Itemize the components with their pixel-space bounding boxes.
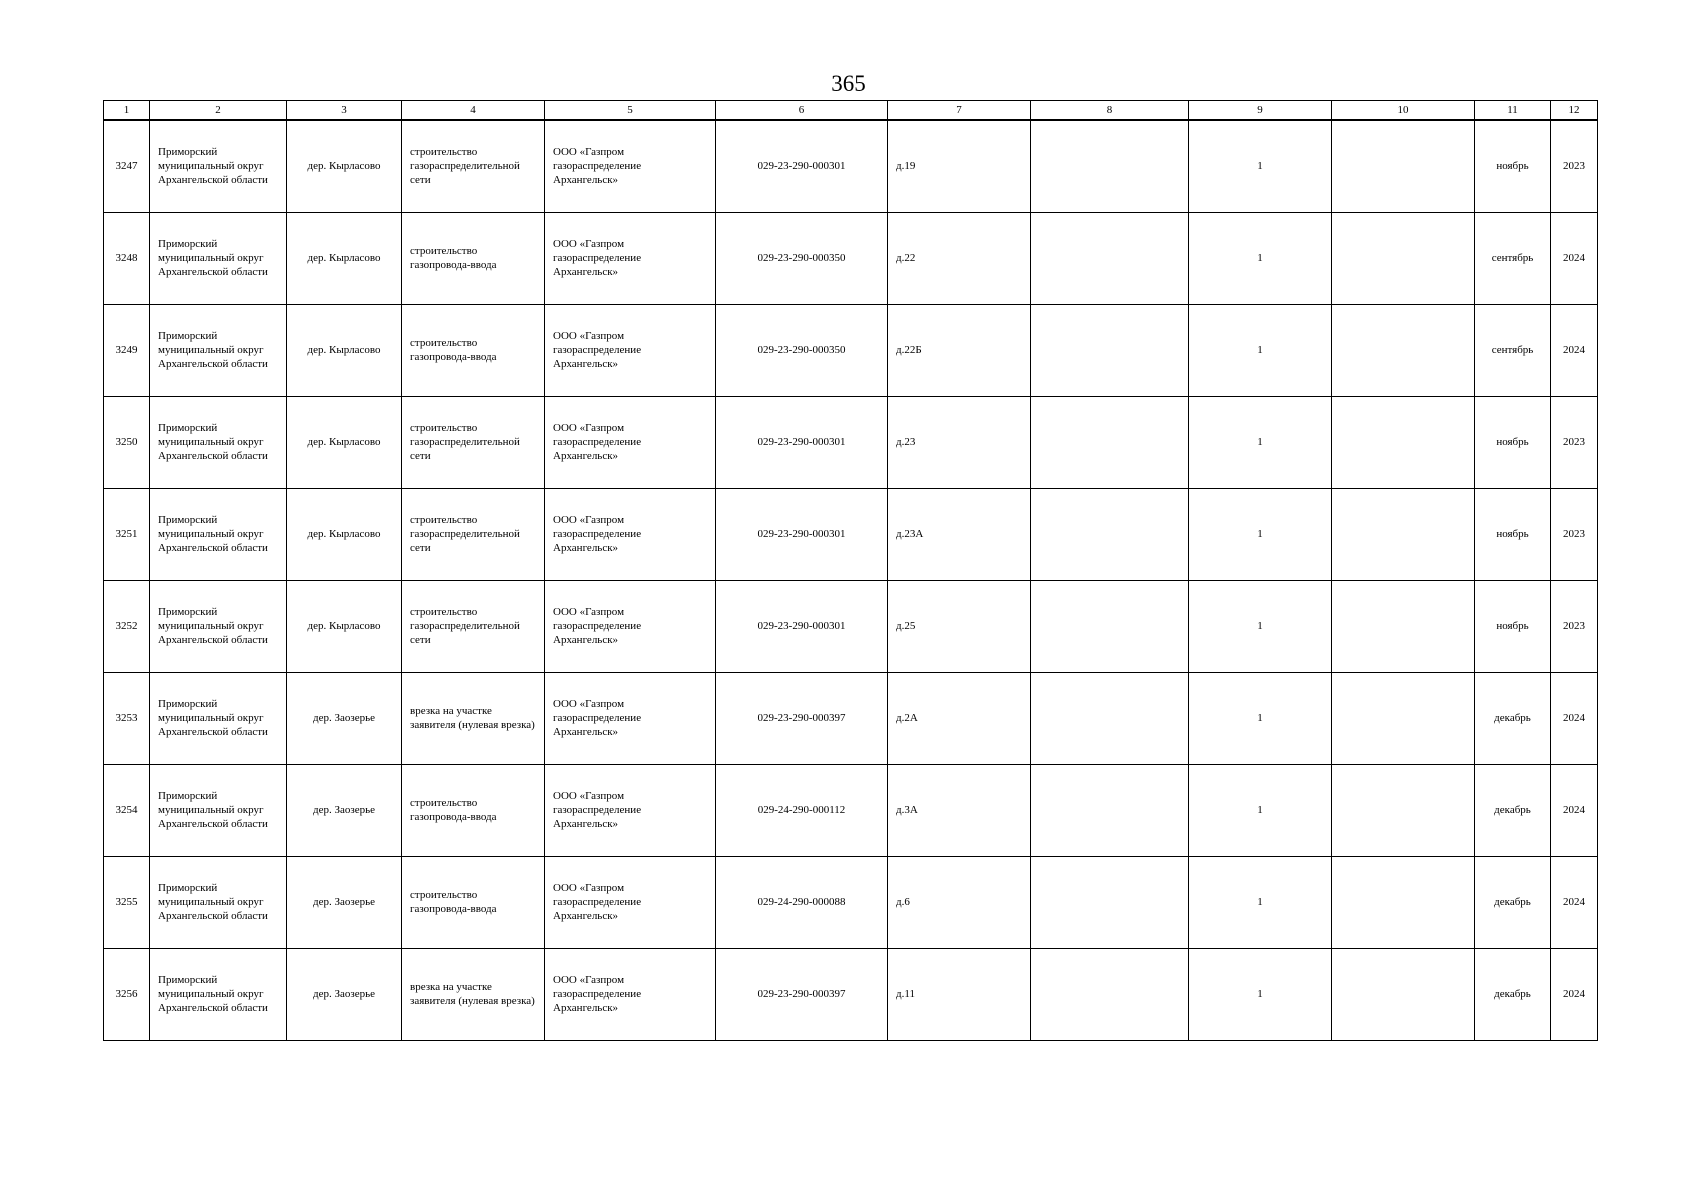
column-8-cell — [1031, 580, 1189, 672]
year-cell: 2024 — [1551, 672, 1598, 764]
column-8-cell — [1031, 396, 1189, 488]
year-cell: 2023 — [1551, 580, 1598, 672]
address-cell: д.11 — [888, 948, 1031, 1040]
header-cell-12: 12 — [1551, 101, 1598, 121]
column-10-cell — [1332, 488, 1475, 580]
month-cell: сентябрь — [1475, 304, 1551, 396]
organization-cell: ООО «Газпром газораспределение Архангельск» — [545, 764, 716, 856]
header-cell-1: 1 — [104, 101, 150, 121]
header-cell-11: 11 — [1475, 101, 1551, 121]
header-cell-8: 8 — [1031, 101, 1189, 121]
application-number-cell: 029-23-290-000397 — [716, 672, 888, 764]
address-cell: д.3А — [888, 764, 1031, 856]
application-number-cell: 029-24-290-000088 — [716, 856, 888, 948]
table-row — [104, 948, 1598, 1040]
table-row — [104, 488, 1598, 580]
column-8-cell — [1031, 212, 1189, 304]
registry-table — [103, 100, 1598, 1041]
organization-cell: ООО «Газпром газораспределение Архангельск» — [545, 672, 716, 764]
quantity-cell: 1 — [1189, 212, 1332, 304]
header-cell-7: 7 — [888, 101, 1031, 121]
work-type-cell: строительство газопровода-ввода — [402, 212, 545, 304]
address-cell: д.6 — [888, 856, 1031, 948]
quantity-cell: 1 — [1189, 948, 1332, 1040]
row-number-cell: 3254 — [104, 764, 150, 856]
year-cell: 2023 — [1551, 120, 1598, 212]
settlement-cell: дер. Заозерье — [287, 764, 402, 856]
work-type-cell: строительство газораспределительной сети — [402, 120, 545, 212]
application-number-cell: 029-23-290-000350 — [716, 212, 888, 304]
work-type-cell: строительство газораспределительной сети — [402, 488, 545, 580]
settlement-cell: дер. Заозерье — [287, 856, 402, 948]
column-10-cell — [1332, 120, 1475, 212]
column-8-cell — [1031, 948, 1189, 1040]
year-cell: 2024 — [1551, 764, 1598, 856]
settlement-cell: дер. Кырласово — [287, 488, 402, 580]
month-cell: декабрь — [1475, 672, 1551, 764]
header-cell-10: 10 — [1332, 101, 1475, 121]
row-number-cell: 3253 — [104, 672, 150, 764]
table-row — [104, 672, 1598, 764]
table-row — [104, 120, 1598, 212]
row-number-cell: 3255 — [104, 856, 150, 948]
municipality-cell: Приморский муниципальный округ Архангельской области — [150, 856, 287, 948]
row-number-cell: 3247 — [104, 120, 150, 212]
page-number: 365 — [831, 71, 866, 96]
municipality-cell: Приморский муниципальный округ Архангельской области — [150, 948, 287, 1040]
month-cell: декабрь — [1475, 764, 1551, 856]
header-cell-6: 6 — [716, 101, 888, 121]
settlement-cell: дер. Кырласово — [287, 396, 402, 488]
quantity-cell: 1 — [1189, 764, 1332, 856]
month-cell: ноябрь — [1475, 396, 1551, 488]
municipality-cell: Приморский муниципальный округ Архангельской области — [150, 580, 287, 672]
row-number-cell: 3250 — [104, 396, 150, 488]
column-10-cell — [1332, 948, 1475, 1040]
header-cell-2: 2 — [150, 101, 287, 121]
address-cell: д.22 — [888, 212, 1031, 304]
municipality-cell: Приморский муниципальный округ Архангельской области — [150, 672, 287, 764]
settlement-cell: дер. Кырласово — [287, 120, 402, 212]
work-type-cell: строительство газопровода-ввода — [402, 856, 545, 948]
work-type-cell: врезка на участке заявителя (нулевая врезка) — [402, 672, 545, 764]
application-number-cell: 029-23-290-000301 — [716, 396, 888, 488]
organization-cell: ООО «Газпром газораспределение Архангельск» — [545, 488, 716, 580]
row-number-cell: 3249 — [104, 304, 150, 396]
municipality-cell: Приморский муниципальный округ Архангельской области — [150, 212, 287, 304]
work-type-cell: врезка на участке заявителя (нулевая врезка) — [402, 948, 545, 1040]
address-cell: д.2А — [888, 672, 1031, 764]
table-header — [104, 101, 1598, 121]
year-cell: 2024 — [1551, 304, 1598, 396]
month-cell: декабрь — [1475, 856, 1551, 948]
row-number-cell: 3248 — [104, 212, 150, 304]
table-row — [104, 856, 1598, 948]
column-10-cell — [1332, 396, 1475, 488]
address-cell: д.25 — [888, 580, 1031, 672]
quantity-cell: 1 — [1189, 580, 1332, 672]
month-cell: сентябрь — [1475, 212, 1551, 304]
column-8-cell — [1031, 120, 1189, 212]
work-type-cell: строительство газопровода-ввода — [402, 304, 545, 396]
column-10-cell — [1332, 764, 1475, 856]
address-cell: д.19 — [888, 120, 1031, 212]
settlement-cell: дер. Кырласово — [287, 304, 402, 396]
organization-cell: ООО «Газпром газораспределение Архангельск» — [545, 580, 716, 672]
header-cell-9: 9 — [1189, 101, 1332, 121]
organization-cell: ООО «Газпром газораспределение Архангельск» — [545, 396, 716, 488]
month-cell: ноябрь — [1475, 488, 1551, 580]
organization-cell: ООО «Газпром газораспределение Архангельск» — [545, 212, 716, 304]
organization-cell: ООО «Газпром газораспределение Архангельск» — [545, 948, 716, 1040]
application-number-cell: 029-23-290-000397 — [716, 948, 888, 1040]
month-cell: декабрь — [1475, 948, 1551, 1040]
column-10-cell — [1332, 304, 1475, 396]
work-type-cell: строительство газораспределительной сети — [402, 580, 545, 672]
table-row — [104, 580, 1598, 672]
year-cell: 2024 — [1551, 856, 1598, 948]
column-10-cell — [1332, 672, 1475, 764]
column-10-cell — [1332, 580, 1475, 672]
header-cell-4: 4 — [402, 101, 545, 121]
column-8-cell — [1031, 672, 1189, 764]
organization-cell: ООО «Газпром газораспределение Архангельск» — [545, 120, 716, 212]
month-cell: ноябрь — [1475, 580, 1551, 672]
address-cell: д.23 — [888, 396, 1031, 488]
row-number-cell: 3251 — [104, 488, 150, 580]
settlement-cell: дер. Заозерье — [287, 948, 402, 1040]
header-cell-3: 3 — [287, 101, 402, 121]
column-8-cell — [1031, 856, 1189, 948]
year-cell: 2024 — [1551, 948, 1598, 1040]
table-row — [104, 396, 1598, 488]
month-cell: ноябрь — [1475, 120, 1551, 212]
quantity-cell: 1 — [1189, 488, 1332, 580]
column-8-cell — [1031, 764, 1189, 856]
organization-cell: ООО «Газпром газораспределение Архангельск» — [545, 304, 716, 396]
municipality-cell: Приморский муниципальный округ Архангельской области — [150, 120, 287, 212]
application-number-cell: 029-23-290-000350 — [716, 304, 888, 396]
table-row — [104, 212, 1598, 304]
header-cell-5: 5 — [545, 101, 716, 121]
settlement-cell: дер. Кырласово — [287, 580, 402, 672]
settlement-cell: дер. Кырласово — [287, 212, 402, 304]
address-cell: д.23А — [888, 488, 1031, 580]
column-10-cell — [1332, 856, 1475, 948]
column-8-cell — [1031, 488, 1189, 580]
work-type-cell: строительство газопровода-ввода — [402, 764, 545, 856]
application-number-cell: 029-23-290-000301 — [716, 488, 888, 580]
year-cell: 2023 — [1551, 488, 1598, 580]
application-number-cell: 029-23-290-000301 — [716, 580, 888, 672]
address-cell: д.22Б — [888, 304, 1031, 396]
quantity-cell: 1 — [1189, 396, 1332, 488]
application-number-cell: 029-23-290-000301 — [716, 120, 888, 212]
row-number-cell: 3252 — [104, 580, 150, 672]
municipality-cell: Приморский муниципальный округ Архангельской области — [150, 764, 287, 856]
municipality-cell: Приморский муниципальный округ Архангельской области — [150, 396, 287, 488]
municipality-cell: Приморский муниципальный округ Архангельской области — [150, 488, 287, 580]
column-8-cell — [1031, 304, 1189, 396]
quantity-cell: 1 — [1189, 120, 1332, 212]
settlement-cell: дер. Заозерье — [287, 672, 402, 764]
application-number-cell: 029-24-290-000112 — [716, 764, 888, 856]
header-row — [104, 101, 1598, 121]
row-number-cell: 3256 — [104, 948, 150, 1040]
quantity-cell: 1 — [1189, 304, 1332, 396]
municipality-cell: Приморский муниципальный округ Архангельской области — [150, 304, 287, 396]
column-10-cell — [1332, 212, 1475, 304]
quantity-cell: 1 — [1189, 856, 1332, 948]
organization-cell: ООО «Газпром газораспределение Архангельск» — [545, 856, 716, 948]
work-type-cell: строительство газораспределительной сети — [402, 396, 545, 488]
table-row — [104, 764, 1598, 856]
year-cell: 2023 — [1551, 396, 1598, 488]
year-cell: 2024 — [1551, 212, 1598, 304]
table-body — [104, 120, 1598, 1040]
table-row — [104, 304, 1598, 396]
quantity-cell: 1 — [1189, 672, 1332, 764]
